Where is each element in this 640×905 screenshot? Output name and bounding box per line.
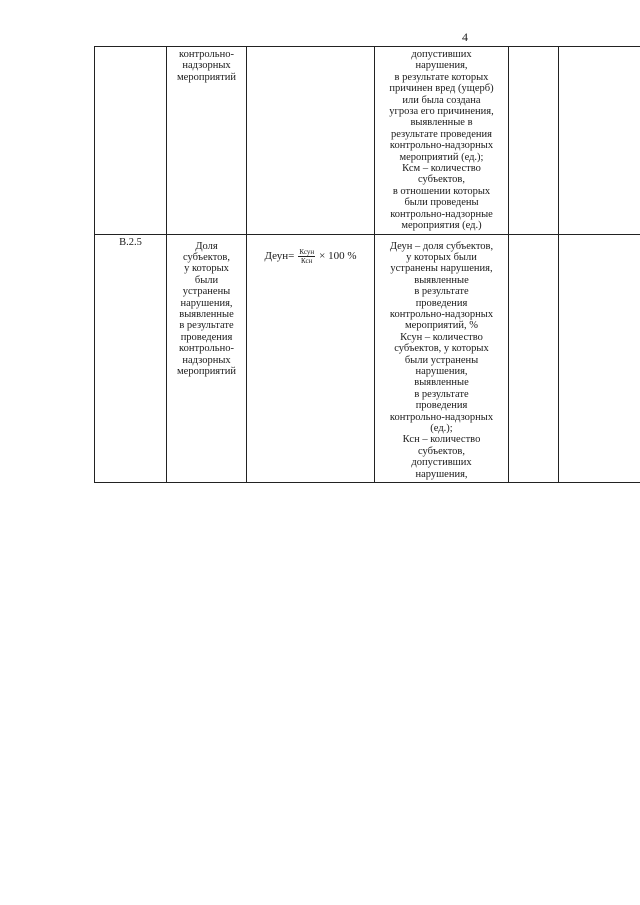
- table-row: [95, 47, 640, 235]
- formula: [265, 248, 357, 265]
- formula-numerator: Ксун: [299, 247, 315, 256]
- formula-cell: [247, 234, 375, 483]
- empty-cell: [559, 47, 640, 235]
- page-number: 4: [462, 30, 468, 44]
- formula-cell: [247, 47, 375, 235]
- description-cell: Деун – доля субъектов, у которых были устранены нарушения, выявленные в результате проведения контрольно-надзорных мероприятий, % Ксун – количество субъектов, у которых были устранены нарушения, выявленные в результате проведения контрольно-надзорных (ед.); Ксн – количество субъектов, допустивших нарушения,: [375, 234, 509, 483]
- indicator-name-cell: контрольно- надзорных мероприятий: [167, 47, 247, 235]
- indicator-table: [94, 46, 640, 483]
- indicator-name-cell: Доля субъектов, у которых были устранены нарушения, выявленные в результате проведения контрольно- надзорных мероприятий: [167, 234, 247, 483]
- empty-cell: [509, 234, 559, 483]
- indicator-code-cell: В.2.5: [95, 234, 167, 483]
- empty-cell: [509, 47, 559, 235]
- table-row: [95, 234, 640, 483]
- formula-rhs: × 100 %: [319, 249, 357, 262]
- formula-lhs: Деун=: [264, 249, 295, 262]
- formula-denominator: Ксн: [301, 256, 313, 265]
- empty-cell: [559, 234, 640, 483]
- formula-fraction: [298, 248, 315, 265]
- indicator-code-cell: [95, 47, 167, 235]
- description-cell: допустивших нарушения, в результате которых причинен вред (ущерб) или была создана угроза его причинения, выявленные в результате проведения контрольно-надзорных мероприятий (ед.); Ксм – количество субъектов, в отношении которых были проведены контрольно-надзорные мероприятия (ед.): [375, 47, 509, 235]
